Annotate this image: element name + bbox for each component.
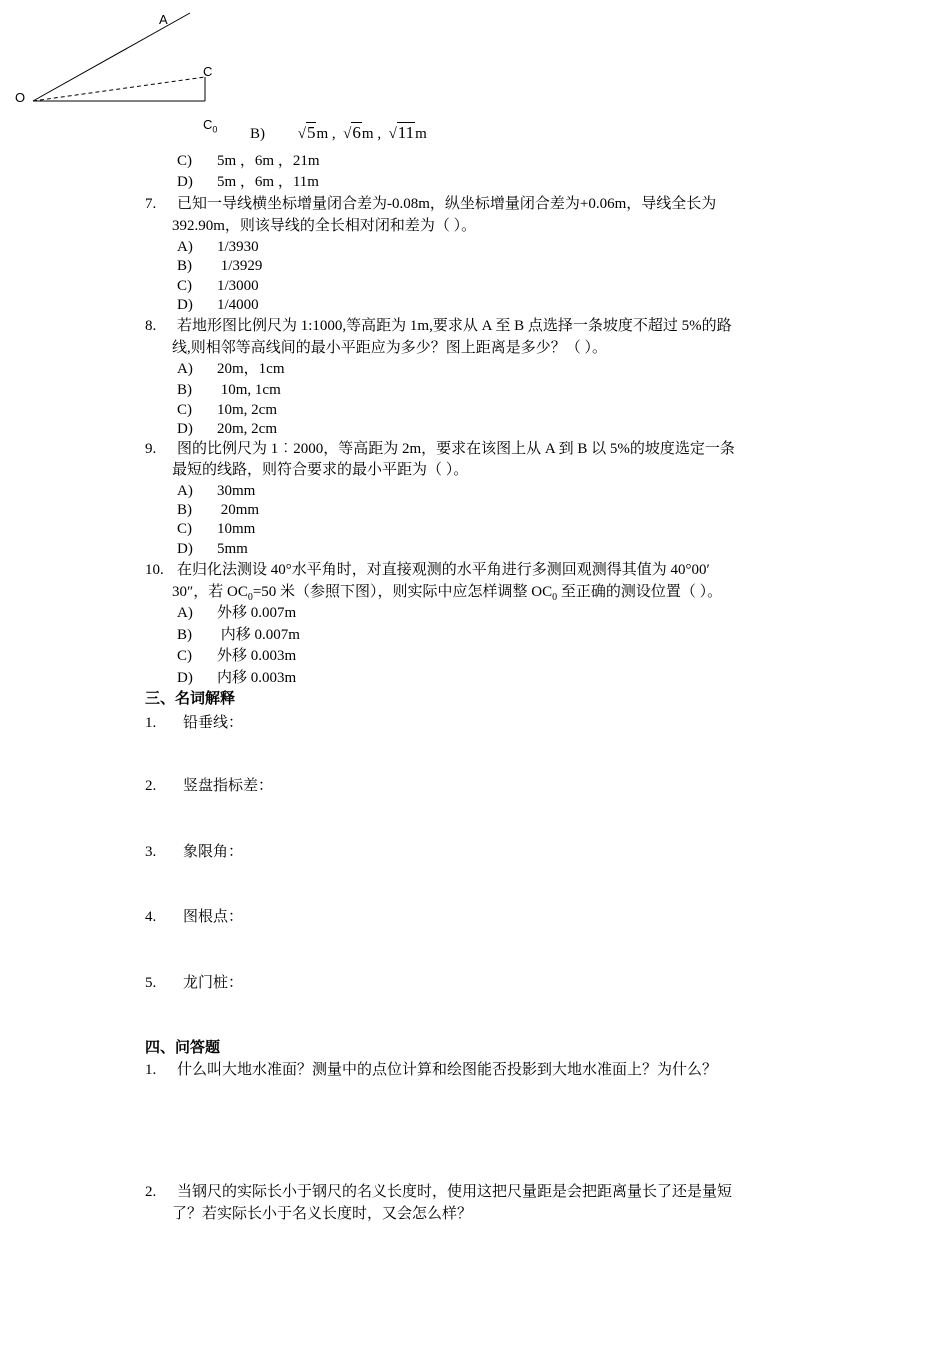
term-item-2: 2. 竖盘指标差： <box>145 778 274 794</box>
line-oc-dashed <box>33 77 205 101</box>
q10-line1: 在归化法测设 40°水平角时，对直接观测的水平角进行多测回观测得其值为 40°00′ <box>177 562 710 578</box>
label-a: A <box>159 12 168 27</box>
q9-line2: 最短的线路，则符合要求的最小平距为（ ）。 <box>172 462 469 478</box>
q10-line2: 30″，若 $OC_0=50$ 米（参照下图），则实际中应怎样调整 $OC_0$ 至正确的测设位置（ ）。 <box>172 584 723 603</box>
q7-line1: 已知一导线横坐标增量闭合差为-0.08m，纵坐标增量闭合差为+0.06m，导线全长为 <box>177 196 717 212</box>
q9-line1: 图的比例尺为 1︰2000，等高距为 2m，要求在该图上从 A 到 B 以 5%的坡度选定一条 <box>177 441 735 457</box>
label-o: O <box>15 90 26 105</box>
term-item-1: 1. 铅垂线： <box>145 715 244 731</box>
q6-option-d: D) 5m ，6m ，11m <box>177 174 319 190</box>
q6-option-c: C) 5m ，6m ，21m <box>177 153 320 169</box>
q9-option-d: D) 5mm <box>177 541 248 557</box>
section4-title: 四、问答题 <box>145 1040 221 1056</box>
q9-option-b: B) 20mm <box>177 502 260 518</box>
term-item-4: 4. 图根点： <box>145 909 244 925</box>
q7-number: 7. <box>145 196 157 212</box>
q8-option-d: D) 20m, 2cm <box>177 421 277 437</box>
label-c0: $C_0$ <box>203 117 218 135</box>
q10-option-a: A) 外移 0.007m <box>177 605 297 621</box>
q10-option-c: C) 外移 0.003m <box>177 648 297 664</box>
q10-number: 10. <box>145 562 164 578</box>
q7-option-b: B) 1/3929 <box>177 258 263 274</box>
q6-option-b: B) √5m , √6m , √11m <box>250 123 427 142</box>
qa-item-2-line2: 了？若实际长小于名义长度时，又会怎么样？ <box>172 1206 473 1222</box>
q7-option-d: D) 1/4000 <box>177 297 259 313</box>
q9-option-a: A) 30mm <box>177 483 256 499</box>
q10-option-d: D) 内移 0.003m <box>177 670 297 686</box>
q8-line1: 若地形图比例尺为 1:1000,等高距为 1m,要求从 A 至 B 点选择一条坡度不超过 5%的路 <box>177 318 732 334</box>
angle-figure <box>0 0 952 140</box>
q7-option-c: C) 1/3000 <box>177 278 259 294</box>
q8-option-a: A) 20m，1cm <box>177 361 285 377</box>
q7-option-a: A) 1/3930 <box>177 239 259 255</box>
q9-number: 9. <box>145 441 157 457</box>
q8-number: 8. <box>145 318 157 334</box>
qa-item-2: 2. 当钢尺的实际长小于钢尺的名义长度时，使用这把尺量距是会把距离量长了还是量短 <box>145 1184 733 1200</box>
q8-option-b: B) 10m, 1cm <box>177 382 281 398</box>
q9-option-c: C) 10mm <box>177 521 256 537</box>
q10-option-b: B) 内移 0.007m <box>177 627 300 643</box>
label-c: C <box>203 64 213 79</box>
q8-option-c: C) 10m, 2cm <box>177 402 277 418</box>
term-item-5: 5. 龙门桩： <box>145 975 244 991</box>
term-item-3: 3. 象限角： <box>145 844 244 860</box>
qa-item-1: 1. 什么叫大地水准面？测量中的点位计算和绘图能否投影到大地水准面上？为什么？ <box>145 1062 718 1078</box>
q8-line2: 线,则相邻等高线间的最小平距应为多少？图上距离是多少？（ ）。 <box>172 340 608 356</box>
q7-line2: 392.90m，则该导线的全长相对闭和差为（ ）。 <box>172 218 477 234</box>
section3-title: 三、名词解释 <box>145 691 236 707</box>
